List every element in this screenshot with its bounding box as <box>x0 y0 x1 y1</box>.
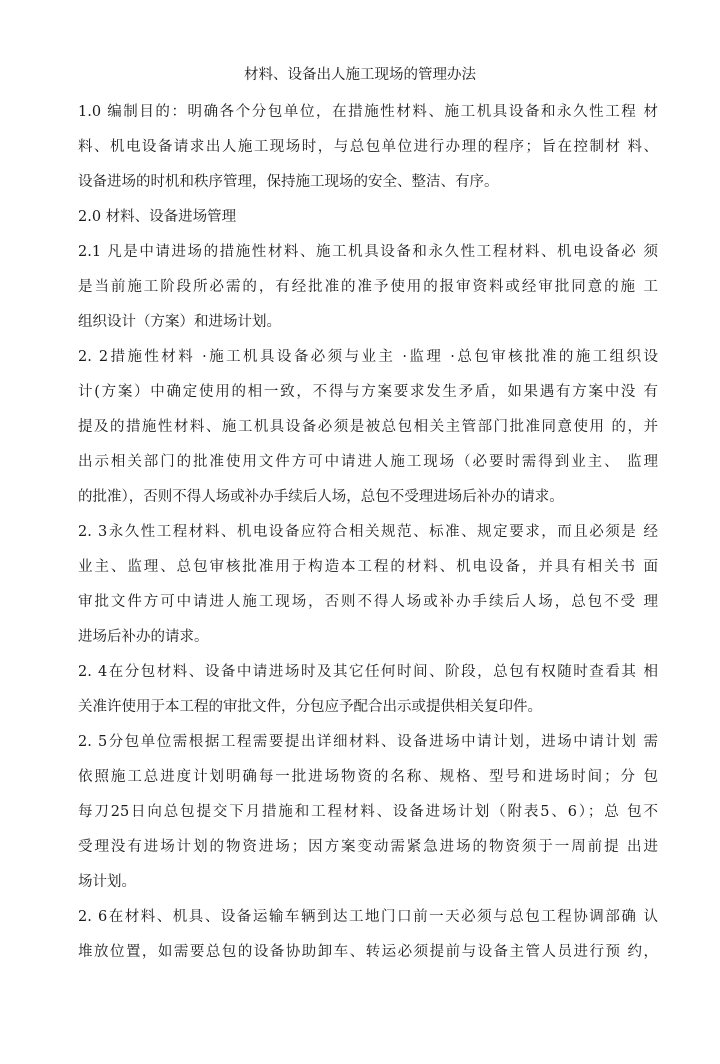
paragraph-line: 2. 6在材料、机具、设备运输车辆到达工地门口前一天必须与总包工程协调部确 认 <box>78 909 658 925</box>
paragraph-line: 组织设计（方案）和进场计划。 <box>78 314 281 330</box>
document-title: 材料、设备出人施工现场的管理办法 <box>244 67 476 83</box>
paragraph-line: 设备进场的时机和秩序管理，保持施工现场的安全、整洁、有序。 <box>78 174 499 190</box>
paragraph-line: 料、机电设备请求出人施工现场时，与总包单位进行办理的程序；旨在控制材 料、 <box>78 139 658 155</box>
paragraph-line: 每刀25日向总包提交下月措施和工程材料、设备进场计划（附表5、6）；总 包不 <box>78 804 658 820</box>
paragraph-line: 进场后补办的请求。 <box>78 629 209 645</box>
paragraph-line: 审批文件方可中请进人施工现场，否则不得人场或补办手续后人场，总包不受 理 <box>78 594 658 610</box>
paragraph-line: 受理没有进场计划的物资进场；因方案变动需紧急进场的物资须于一周前提 出进 <box>78 839 658 855</box>
paragraph-line: 关准许使用于本工程的审批文件，分包应予配合出示或提供相关复印件。 <box>78 699 542 715</box>
paragraph-line: 2. 5分包单位需根据工程需要提出详细材料、设备进场中请计划，进场中请计划 需 <box>78 734 658 750</box>
paragraph-line: 2. 2措施性材料 ·施工机具设备必须与业主 ·监理 ·总包审核批准的施工组织设 <box>78 349 658 365</box>
paragraph-line: 2. 4在分包材料、设备中请进场时及其它任何时间、阶段，总包有权随时查看其 相 <box>78 664 658 680</box>
paragraph-line: 计(方案）中确定使用的相一致，不得与方案要求发生矛盾，如果遇有方案中没 有 <box>78 384 658 400</box>
paragraph-line: 2.1 凡是中请进场的措施性材料、施工机具设备和永久性工程材料、机电设备必 须 <box>78 244 658 260</box>
paragraph-line: 是当前施工阶段所必需的，有经批准的准予使用的报审资料或经审批同意的施 工 <box>78 279 658 295</box>
paragraph-line: 2. 3永久性工程材料、机电设备应符合相关规范、标准、规定要求，而且必须是 经 <box>78 524 658 540</box>
paragraph-line: 堆放位置，如需要总包的设备协助卸车、转运必须提前与设备主管人员进行预 约， <box>78 944 658 960</box>
paragraph-line: 的批准），否则不得人场或补办手续后人场，总包不受理进场后补办的请求。 <box>78 489 564 505</box>
paragraph-line: 提及的措施性材料、施工机具设备必须是被总包相关主管部门批准同意使用 的，并 <box>78 419 658 435</box>
paragraph-line: 业主、监理、总包审核批准用于构造本工程的材料、机电设备，并具有相关书 面 <box>78 559 658 575</box>
paragraph-line: 出示相关部门的批准使用文件方可中请进人施工现场（必要时需得到业主、 监理 <box>78 454 658 470</box>
paragraph-line: 1.0 编制目的：明确各个分包单位，在措施性材料、施工机具设备和永久性工程 材 <box>78 104 658 120</box>
paragraph-line: 依照施工总进度计划明确每一批进场物资的名称、规格、型号和进场时间；分 包 <box>78 769 658 785</box>
paragraph-line: 场计划。 <box>78 874 136 890</box>
section-heading: 2.0 材料、设备进场管理 <box>78 209 237 225</box>
